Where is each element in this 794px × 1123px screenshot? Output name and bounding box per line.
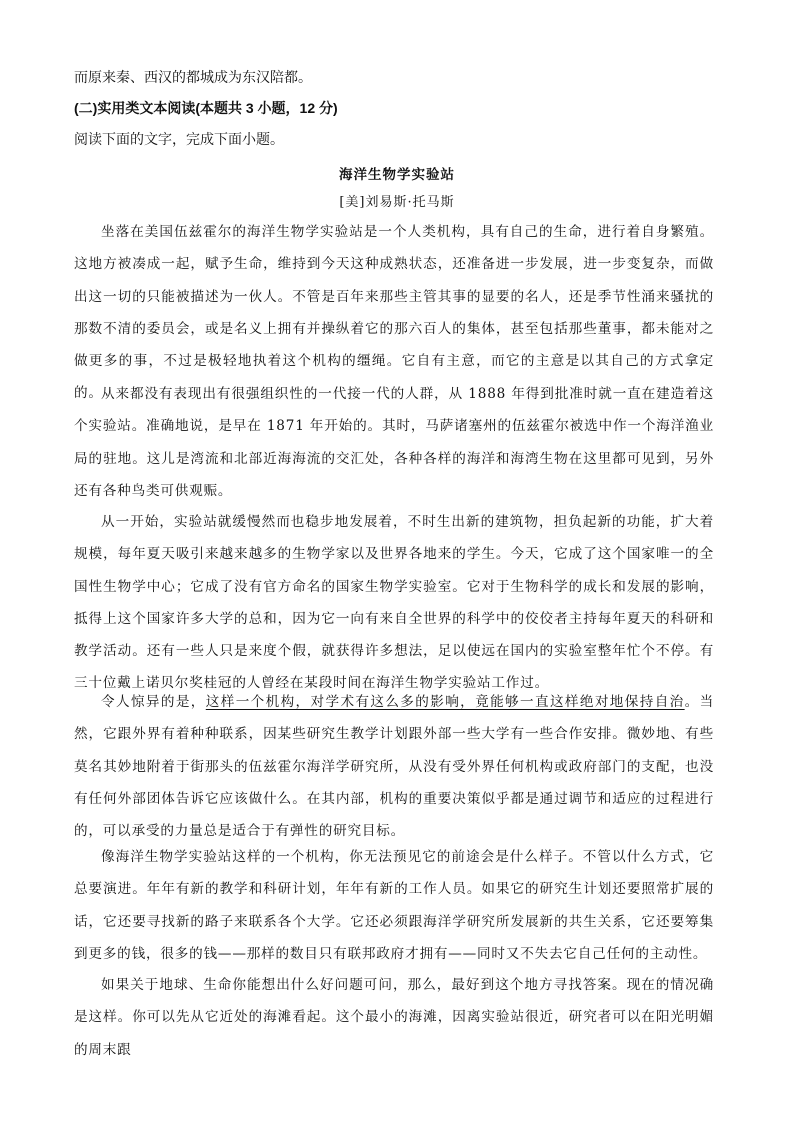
paragraph-4-start: 令人惊异的是， xyxy=(101,694,206,710)
paragraph-2: 从来都没有表现出有很强组织性的一代接一代的人群，从 1888 年得到批准时就一直在建造着这个实验站。准确地说，是早在 1871 年开始的。其时，马萨诸塞州的伍兹霍尔被选中作一个海洋渔业局的驻地。这儿是湾流和北部近海海流的交汇处，各种各样的海洋和海湾生物在这里都可见到，另外还有各种鸟类可供观赈。 xyxy=(74,386,714,499)
underlined-sentence: 这样一个机构，对学术有这么多的影响，竟能够一直这样绝对地保持自治 xyxy=(205,694,685,710)
section-heading: (二)实用类文本阅读(本题共 3 小题，12 分) xyxy=(74,100,338,116)
paragraph-6: 如果关于地球、生命你能想出什么好问题可问，那么，最好到这个地方寻找答案。现在的情况确是这样。你可以先从它近处的海滩看起。这个最小的海滩，因离实验站很近，研究者可以在阳光明媚的周末跟 xyxy=(74,977,714,1058)
paragraph-1: 坐落在美国伍兹霍尔的海洋生物学实验站是一个人类机构，具有自己的生命，进行着自身繁殖。这地方被凑成一起，赋予生命，维持到今天这种成熟状态，还准备进一步发展，进一步变复杂，而做出这一切的只能被描述为一伙人。不管是百年来那些主管其事的显要的名人，还是季节性涌来骚扰的那数不清的委员会，或是名义上拥有并操纵着它的那六百人的集体，甚至包括那些董事，都未能对之做更多的事，不过是极轻地执着这个机构的缰绳。它自有主意，而它的主意是以其自己的方式拿定的。 xyxy=(74,224,714,402)
paragraph-3: 从一开始，实验站就缓慢然而也稳步地发展着，不时生出新的建筑物，担负起新的功能，扩大着规模，每年夏天吸引来越来越多的生物学家以及世界各地来的学生。今天，它成了这个国家唯一的全国性生物学中心；它成了没有官方命名的国家生物学实验室。它对于生物科学的成长和发展的影响，抵得上这个国家许多大学的总和，因为它一向有来自全世界的科学中的佼佼者主持每年夏天的科研和教学活动。还有一些人只是来度个假，就获得许多想法，足以使远在国内的实验室整年忙个不停。有三十位戴上诺贝尔奖桂冠的人曾经在某段时间在海洋生物学实验站工作过。 xyxy=(74,514,714,692)
paragraph-4 xyxy=(74,686,714,847)
paragraph-5: 像海洋生物学实验站这样的一个机构，你无法预见它的前途会是什么样子。不管以什么方式，它总要演进。年年有新的教学和科研计划，年年有新的工作人员。如果它的研究生计划还要照常扩展的话，它还要寻找新的路子来联系各个大学。它还必须跟海洋学研究所发展新的共生关系，它还要筹集到更多的钱，很多的钱——那样的数目只有联邦政府才拥有——同时又不失去它自己任何的主动性。 xyxy=(74,849,714,962)
article-author: [美]刘易斯·托马斯 xyxy=(339,195,455,210)
top-line: 而原来秦、西汉的都城成为东汉陪都。 xyxy=(74,69,312,85)
paragraph-4-rest: 。当然，它跟外界有着种种联系，因某些研究生教学计划跟外部一些大学有一些合作安排。微妙地、有些莫名其妙地附着于街那头的伍兹霍尔海洋学研究所，从没有受外界任何机构或政府部门的支配，也没有任何外部团体告诉它应该做什么。在其内部，机构的重要决策似乎都是通过调节和适应的过程进行的，可以承受的力量总是适合于有弹性的研究目标。 xyxy=(74,694,714,840)
section-instruction: 阅读下面的文字，完成下面小题。 xyxy=(74,131,284,147)
article-title: 海洋生物学实验站 xyxy=(339,167,455,183)
